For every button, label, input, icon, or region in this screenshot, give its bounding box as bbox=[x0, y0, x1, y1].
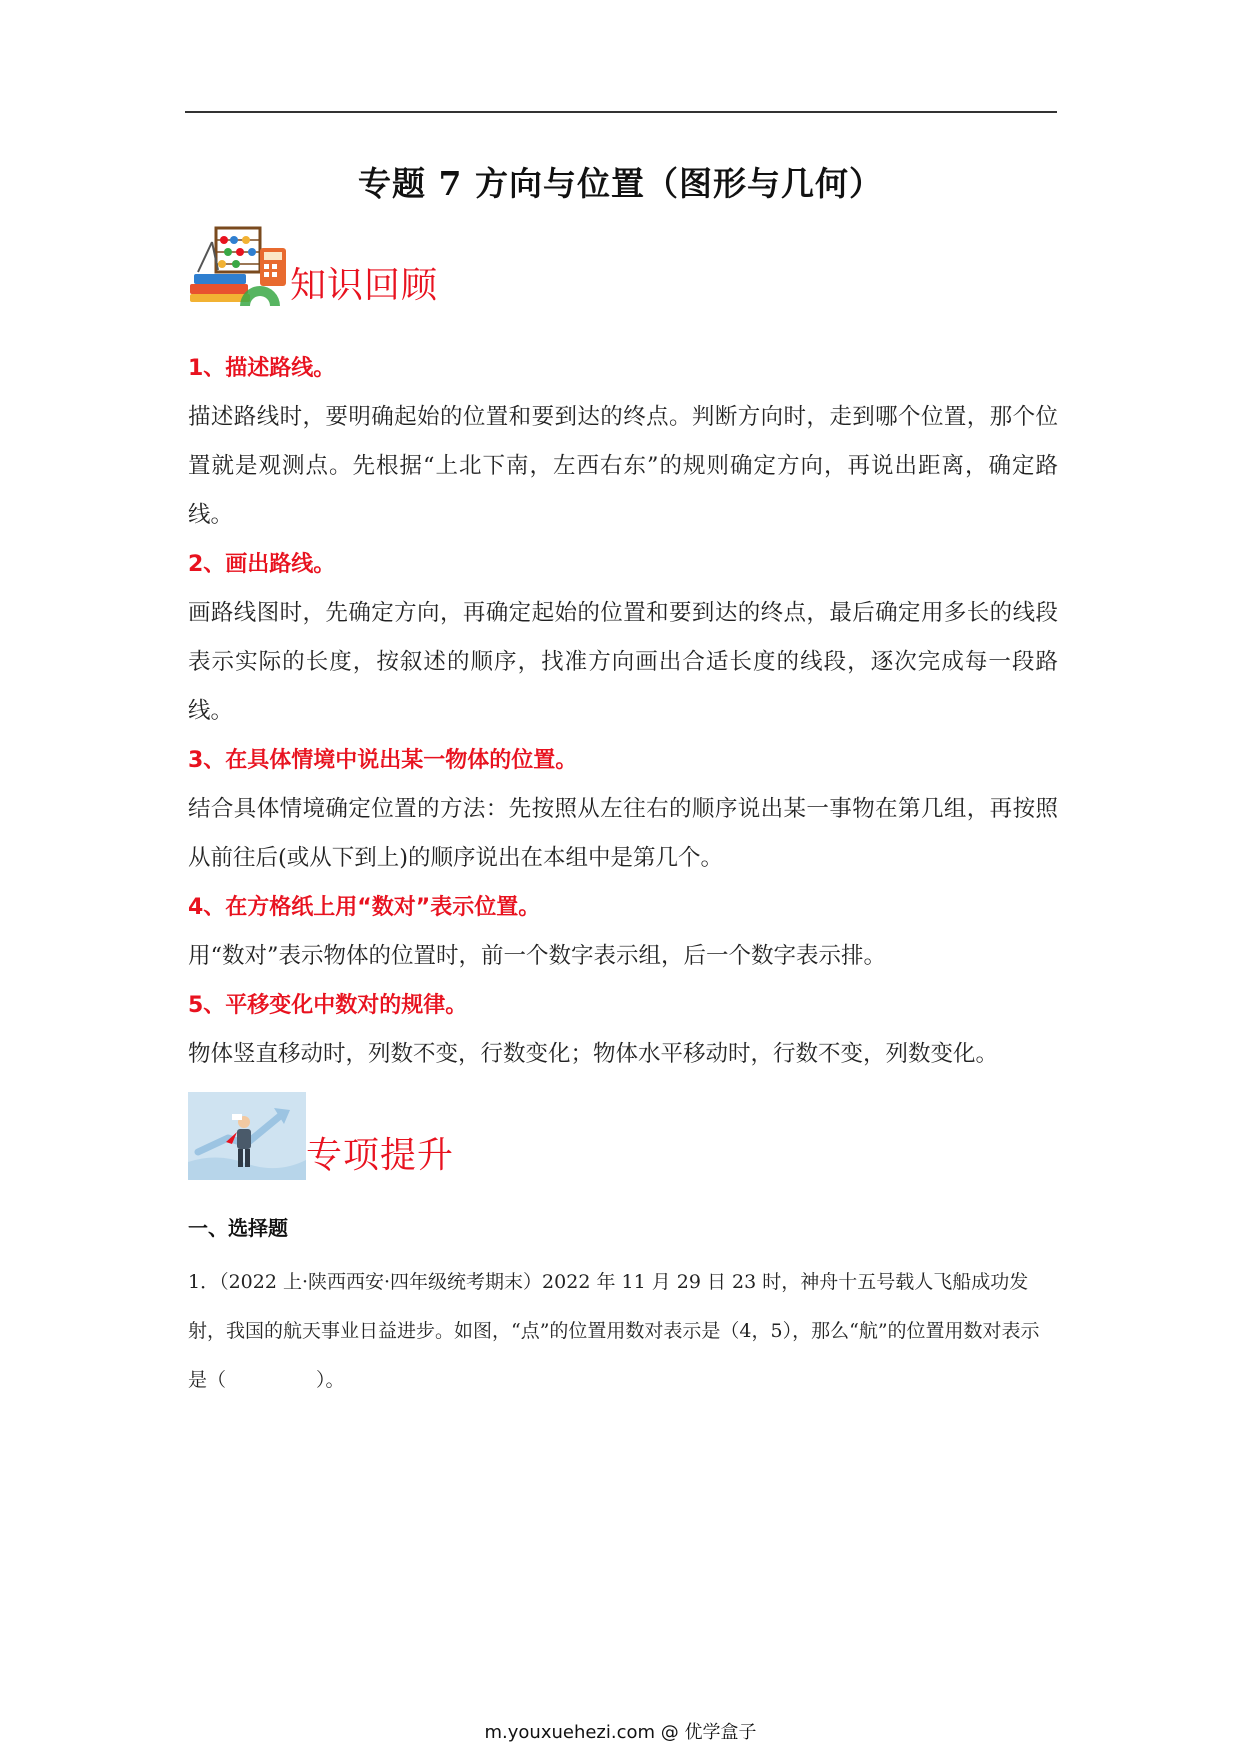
review-item-heading: 1、描述路线。 bbox=[188, 356, 336, 381]
review-item-heading: 3、在具体情境中说出某一物体的位置。 bbox=[188, 748, 578, 773]
document-title: 专题 7 方向与位置（图形与几何） bbox=[358, 164, 883, 203]
header-rule bbox=[185, 111, 1057, 113]
question-type-heading: 一、选择题 bbox=[188, 1216, 288, 1240]
review-section-header bbox=[188, 222, 438, 310]
review-item-text: 用“数对”表示物体的位置时，前一个数字表示组，后一个数字表示排。 bbox=[188, 943, 887, 969]
businessman-growth-arrow-illustration-icon bbox=[188, 1092, 306, 1180]
review-item-heading: 4、在方格纸上用“数对”表示位置。 bbox=[188, 895, 541, 920]
review-item-text: 结合具体情境确定位置的方法：先按照从左往右的顺序说出某一事物在第几组，再按照从前往后(或从下到上)的顺序说出在本组中是第几个。 bbox=[188, 796, 1058, 871]
practice-section-header bbox=[188, 1092, 454, 1180]
question-item bbox=[188, 1258, 1054, 1405]
review-section-label: 知识回顾 bbox=[290, 265, 439, 306]
review-item bbox=[188, 736, 1058, 883]
review-item bbox=[188, 981, 1058, 1079]
practice-section-label: 专项提升 bbox=[306, 1135, 455, 1176]
review-item-heading: 5、平移变化中数对的规律。 bbox=[188, 993, 468, 1018]
review-item bbox=[188, 540, 1058, 736]
review-item-heading: 2、画出路线。 bbox=[188, 552, 336, 577]
review-item bbox=[188, 883, 1058, 981]
math-tools-illustration-icon bbox=[188, 222, 290, 310]
review-item-text: 描述路线时，要明确起始的位置和要到达的终点。判断方向时，走到哪个位置，那个位置就是观测点。先根据“上北下南，左西右东”的规则确定方向，再说出距离，确定路线。 bbox=[188, 404, 1058, 528]
review-item bbox=[188, 344, 1058, 540]
review-content bbox=[188, 344, 1058, 1079]
question-text-end: ）。 bbox=[316, 1369, 345, 1391]
review-item-text: 画路线图时，先确定方向，再确定起始的位置和要到达的终点，最后确定用多长的线段表示实际的长度，按叙述的顺序，找准方向画出合适长度的线段，逐次完成每一段路线。 bbox=[188, 600, 1058, 724]
question-text: 1．（2022 上·陕西西安·四年级统考期末）2022 年 11 月 29 日 23 时，神舟十五号载人飞船成功发射，我国的航天事业日益进步。如图，“点”的位置用数对表示是（4，5），那么“航”的位置用数对表示是（ bbox=[188, 1271, 1040, 1391]
footer-watermark: m.youxuehezi.com @ 优学盒子 bbox=[484, 1722, 757, 1743]
review-item-text: 物体竖直移动时，列数不变，行数变化；物体水平移动时，行数不变，列数变化。 bbox=[188, 1041, 999, 1067]
